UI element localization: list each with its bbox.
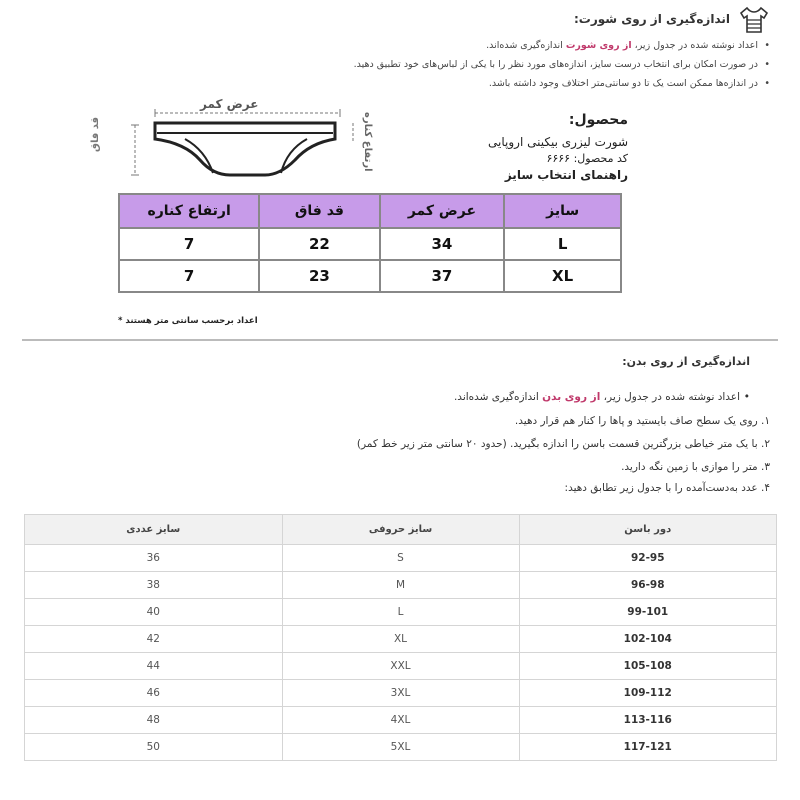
table-cell: 92-95	[519, 545, 777, 572]
table-cell: 36	[25, 545, 283, 572]
table-cell: 42	[25, 626, 283, 653]
table-row	[25, 707, 777, 734]
short-section-title: اندازه‌گیری از روی شورت:	[573, 12, 730, 26]
header-size: سایز	[504, 194, 621, 228]
table-cell: 113-116	[519, 707, 777, 734]
table-cell: 102-104	[519, 626, 777, 653]
table-cell: 3XL	[282, 680, 519, 707]
product-code: کد محصول: ۶۶۶۶	[546, 152, 628, 165]
table-cell: 109-112	[519, 680, 777, 707]
unit-note: اعداد برحسب سانتی متر هستند *	[118, 316, 258, 326]
table-cell: 46	[25, 680, 283, 707]
table-cell: 48	[25, 707, 283, 734]
list-item: • در صورت امکان برای انتخاب درست سایز، اندازه‌های مورد نظر را با یکی از لباس‌های خود تطبیق دهید.	[30, 55, 770, 74]
body-section-title: اندازه‌گیری از روی بدن:	[622, 355, 750, 368]
size-table	[118, 193, 622, 293]
header-crotch: قد فاق	[259, 194, 379, 228]
shirt-icon	[738, 5, 770, 35]
table-cell: 7	[119, 260, 259, 292]
list-item: ۳. متر را موازی با زمین نگه دارید.	[621, 461, 770, 473]
short-section-bullets	[30, 36, 770, 93]
table-cell: 22	[259, 228, 379, 260]
unit-note-text: اعداد برحسب سانتی متر هستند	[125, 316, 258, 326]
list-item: ۱. روی یک سطح صاف بایستید و پاها را کنار هم قرار دهید.	[514, 415, 770, 427]
table-cell: 99-101	[519, 599, 777, 626]
list-item: ۴. عدد به‌دست‌آمده را با جدول زیر تطابق دهید:	[564, 482, 770, 494]
table-cell: XL	[504, 260, 621, 292]
list-item: • در اندازه‌ها ممکن است یک تا دو سانتی‌متر اختلاف وجود داشته باشد.	[30, 74, 770, 93]
table-cell: 117-121	[519, 734, 777, 761]
list-item: ۲. با یک متر خیاطی بزرگترین قسمت باسن را اندازه بگیرید. (حدود ۲۰ سانتی متر زیر خط کمر)	[356, 438, 770, 450]
waist-label: عرض کمر	[200, 97, 259, 111]
table-row	[25, 599, 777, 626]
body-intro	[50, 388, 750, 407]
table-cell: S	[282, 545, 519, 572]
table-cell: 50	[25, 734, 283, 761]
table-cell: M	[282, 572, 519, 599]
side-label: ارتفاع کناره	[362, 112, 373, 172]
table-row	[25, 572, 777, 599]
table-cell: 5XL	[282, 734, 519, 761]
table-cell: 44	[25, 653, 283, 680]
table-row	[119, 260, 621, 292]
table-cell: 38	[25, 572, 283, 599]
table-cell: 96-98	[519, 572, 777, 599]
header-number-size: سایز عددی	[25, 515, 283, 545]
table-cell: L	[504, 228, 621, 260]
header-hip: دور باسن	[519, 515, 777, 545]
table-cell: XXL	[282, 653, 519, 680]
section-divider	[22, 339, 778, 341]
table-cell: 105-108	[519, 653, 777, 680]
table-row	[25, 653, 777, 680]
table-cell: 4XL	[282, 707, 519, 734]
product-label: محصول:	[568, 112, 628, 128]
table-row	[25, 626, 777, 653]
table-cell: 34	[380, 228, 505, 260]
table-cell: 7	[119, 228, 259, 260]
table-row	[25, 545, 777, 572]
body-size-table	[24, 514, 777, 761]
header-letter-size: سایز حروفی	[282, 515, 519, 545]
table-row	[119, 228, 621, 260]
table-row	[25, 680, 777, 707]
table-header-row	[25, 515, 777, 545]
table-cell: 23	[259, 260, 379, 292]
size-guide-title: راهنمای انتخاب سایز	[504, 168, 628, 182]
table-row	[25, 734, 777, 761]
table-cell: 37	[380, 260, 505, 292]
crotch-label: قد فاق	[90, 116, 101, 152]
header-side: ارتفاع کناره	[119, 194, 259, 228]
table-cell: L	[282, 599, 519, 626]
list-item: • اعداد نوشته شده در جدول زیر، از روی بدن اندازه‌گیری شده‌اند.	[50, 388, 750, 407]
list-item: • اعداد نوشته شده در جدول زیر، از روی شورت اندازه‌گیری شده‌اند.	[30, 36, 770, 55]
table-header-row	[119, 194, 621, 228]
table-cell: XL	[282, 626, 519, 653]
header-waist: عرض کمر	[380, 194, 505, 228]
table-cell: 40	[25, 599, 283, 626]
body-steps	[270, 412, 770, 498]
product-name: شورت لیزری بیکینی اروپایی	[488, 135, 628, 149]
